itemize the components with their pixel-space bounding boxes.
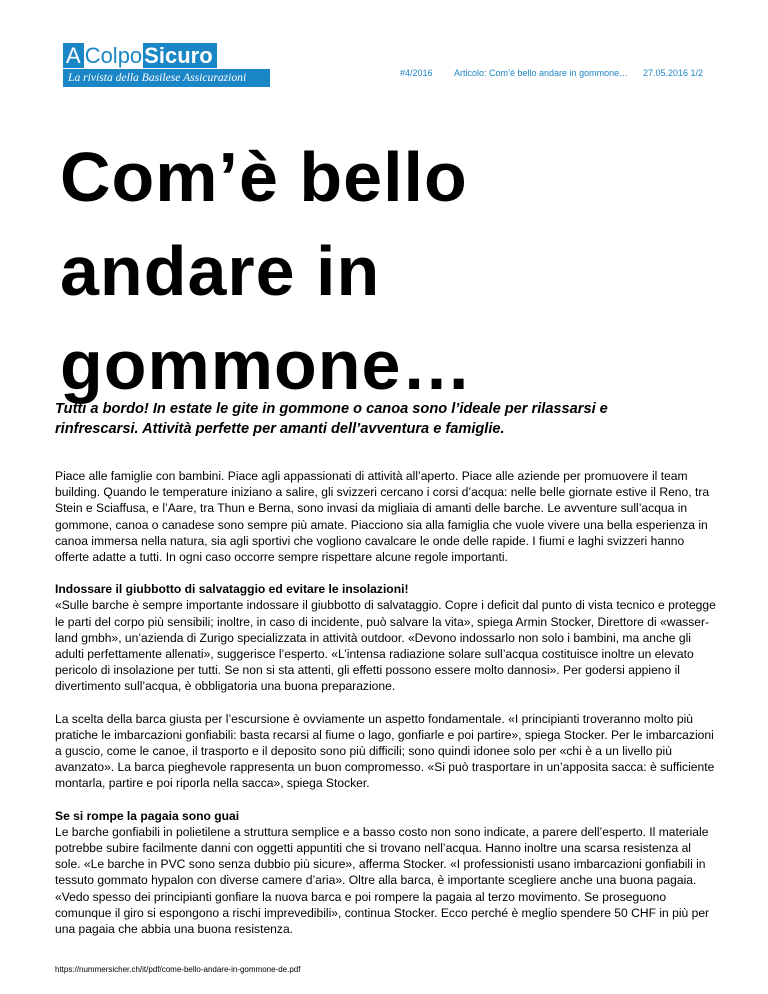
article-lead bbox=[55, 399, 715, 439]
title-line: andare in bbox=[60, 232, 381, 310]
title-line: Com’è bello bbox=[60, 138, 468, 216]
article-reference: Articolo: Com’è bello andare in gommone… bbox=[454, 68, 629, 78]
lead-line: rinfrescarsi. Attività perfette per amanti dell’avventura e famiglie. bbox=[55, 421, 505, 437]
article-body bbox=[55, 468, 719, 937]
source-url[interactable]: https://nummersicher.ch/it/pdf/come-bello-andare-in-gommone-de.pdf bbox=[55, 965, 301, 974]
body-paragraph: Le barche gonfiabili in polietilene a struttura semplice e a basso costo non sono indicate, a parere dell’esperto. Il materiale potrebbe subire facilmente danni con oggetti appuntiti che si trovano nell’acqua. Hanno inoltre una scarsa resistenza al sole. «Le barche in PVC sono senza dubbio più sicure», afferma Stocker. «I professionisti usano imbarcazioni gonfiabili in tessuto gommato hypalon con diverse camere d’aria». Oltre alla barca, è importante scegliere anche una buona pagaia. «Vedo spesso dei principianti gonfiare la nuova barca e poi rompere la pagaia al terzo movimento. Se proseguono comunque il giro si espongono a rischi imprevedibili», continua Stocker. Ecco perché è meglio spendere 50 CHF in più per una pagaia che abbia una buona resistenza. bbox=[55, 824, 710, 937]
lead-line: Tutti a bordo! In estate le gite in gommone o canoa sono l’ideale per rilassarsi e bbox=[55, 401, 608, 417]
section-heading: Indossare il giubbotto di salvataggio ed evitare le insolazioni! bbox=[55, 582, 409, 597]
date-and-page: 27.05.2016 1/2 bbox=[643, 68, 704, 78]
logo-wordmark bbox=[63, 43, 270, 68]
title-line: gommone… bbox=[60, 326, 473, 404]
body-paragraph: «Sulle barche è sempre importante indossare il giubbotto di salvataggio. Copre i deficit dal punto di vista tecnico e protegge le parti del corpo più sensibili; inoltre, in caso di incidente, può salvare la vita», spiega Armin Stocker, Direttore di «wasser-land gmbh», un’azienda di Zurigo specializzata in attività outdoor. «Devono indossarlo non solo i bambini, ma anche gli adulti perfettamente allenati», suggerisce l’esperto. «L’intensa radiazione solare sull’acqua costituisce inoltre un elevato pericolo di insolazione per tutti. Se non si sta attenti, gli effetti possono essere molto dannosi». Per godersi appieno il divertimento sull’acqua, è obbligatoria una buona preparazione. bbox=[55, 598, 716, 694]
body-paragraph: Piace alle famiglie con bambini. Piace agli appassionati di attività all’aperto. Piace alle aziende per promuovere il team building. Quando le temperature iniziano a salire, gli svizzeri cercano i corsi d’acqua: nelle belle giornate estive il Reno, tra Stein e Sciaffusa, e l’Aare, tra Thun e Berna, sono invasi da migliaia di amanti delle barche. Le avventure sull’acqua in gommone, canoa o canadese sono sempre più amate. Piacciono sia alla famiglia che vuole vivere una bella esperienza in canoa immersa nella natura, sia agli sportivi che vogliono cavalcare le onde delle rapide. I fiumi e laghi svizzeri hanno offerte adatte a tutti. In ogni caso occorre sempre rispettare alcune regole importanti. bbox=[55, 469, 710, 565]
logo-tagline: La rivista della Basilese Assicurazioni bbox=[63, 69, 270, 87]
logo-part-colpo: Colpo bbox=[84, 43, 143, 68]
article-title bbox=[60, 130, 700, 412]
body-paragraph: La scelta della barca giusta per l’escursione è ovviamente un aspetto fondamentale. «I principianti troveranno molto più pratiche le imbarcazioni gonfiabili: basta recarsi al fiume o lago, gonfiarle e poi partire», spiega Stocker. Per le imbarcazioni a guscio, come le canoe, il trasporto e il deposito sono più difficili; sono quindi idonee solo per «chi è a un livello più avanzato». La barca pieghevole rappresenta un buon compromesso. «Si può trasportare in un’apposita sacca: è sufficiente montarla, partire e poi riporla nella sacca», spiega Stocker. bbox=[55, 711, 715, 791]
logo-part-a: A bbox=[63, 43, 84, 68]
magazine-logo bbox=[63, 43, 270, 87]
issue-number: #4/2016 bbox=[400, 68, 433, 78]
logo-part-sicuro: Sicuro bbox=[143, 43, 216, 68]
section-heading: Se si rompe la pagaia sono guai bbox=[55, 808, 240, 823]
